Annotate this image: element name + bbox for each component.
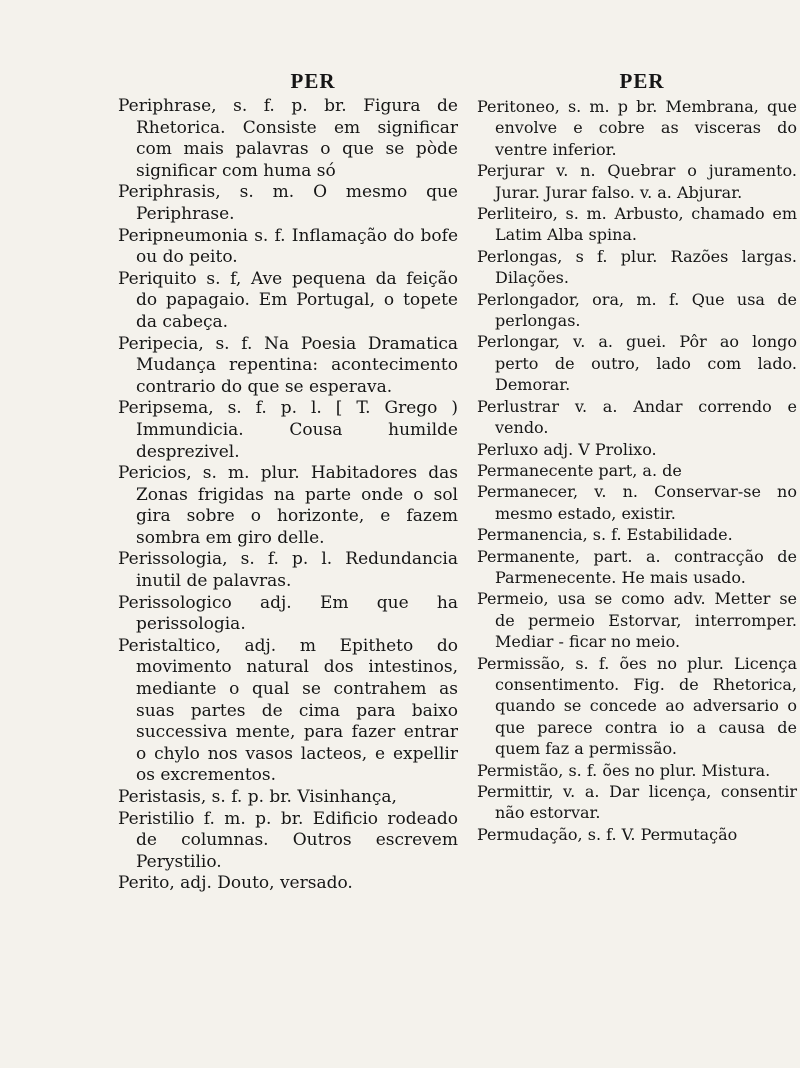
dictionary-entry: Peritoneo, s. m. p br. Membrana, que envolve e cobre as visceras do ventre inferior. <box>477 97 797 159</box>
dictionary-entry: Permissão, s. f. ões no plur. Licença consentimento. Fig. de Rhetorica, quando se concede ao adversario o que parece contra io a causa de quem faz a permissão. <box>477 653 797 759</box>
dictionary-entry: Periquito s. f, Ave pequena da feição do papagaio. Em Portugal, o topete da cabeça. <box>118 268 458 332</box>
right-column <box>477 66 797 845</box>
dictionary-entry: Permistão, s. f. ões no plur. Mistura. <box>477 760 771 780</box>
dictionary-entry: Peristilio f. m. p. br. Edificio rodeado de columnas. Outros escrevem Perystilio. <box>118 808 458 872</box>
dictionary-entry: Permeio, usa se como adv. Metter se de permeio Estorvar, interromper. Mediar - ficar no meio. <box>477 589 797 652</box>
dictionary-entry: Periphrasis, s. m. O mesmo que Periphrase. <box>118 182 458 224</box>
dictionary-entry: Perlongador, ora, m. f. Que usa de perlongas. <box>477 289 797 331</box>
dictionary-entry: Permanecente part, a. de <box>477 460 682 480</box>
dictionary-entry: Peripecia, s. f. Na Poesia Dramatica Mudança repentina: acontecimento contrario do que se esperava. <box>118 333 458 397</box>
dictionary-entry: Perjurar v. n. Quebrar o juramento. Jurar. Jurar falso. v. a. Abjurar. <box>477 161 797 202</box>
dictionary-entry: Periphrase, s. f. p. br. Figura de Rhetorica. Consiste em significar com mais palavras o que se pòde significar com huma só <box>118 96 458 181</box>
dictionary-entry: Peripsema, s. f. p. l. [ T. Grego ) Immundicia. Cousa humilde desprezivel. <box>118 398 458 462</box>
dictionary-entry: Permittir, v. a. Dar licença, consentir não estorvar. <box>477 782 797 823</box>
left-running-head: PER <box>290 69 336 93</box>
right-running-head: PER <box>619 69 665 93</box>
dictionary-entry: Permanente, part. a. contracção de Parmenecente. He mais usado. <box>477 546 797 587</box>
dictionary-entry: Perlustrar v. a. Andar correndo e vendo. <box>477 396 797 438</box>
dictionary-entry: Peripneumonia s. f. Inflamação do bofe ou do peito. <box>118 225 458 268</box>
dictionary-entry: Perlongas, s f. plur. Razões largas. Dilações. <box>477 246 797 288</box>
dictionary-entry: Peristasis, s. f. p. br. Visinhança, <box>118 787 397 807</box>
dictionary-entry: Permudação, s. f. V. Permutação <box>477 824 738 844</box>
dictionary-entry: Perliteiro, s. m. Arbusto, chamado em Latim Alba spina. <box>477 204 797 245</box>
dictionary-entry: Perlongar, v. a. guei. Pôr ao longo perto de outro, lado com lado. Demorar. <box>477 332 797 395</box>
dictionary-entry: Permanecer, v. n. Conservar-se no mesmo estado, existir. <box>477 482 797 523</box>
dictionary-entry: Perissologico adj. Em que ha perissologia. <box>118 592 458 635</box>
dictionary-entry: Perissologia, s. f. p. l. Redundancia inutil de palavras. <box>118 549 458 592</box>
dictionary-entry: Pericios, s. m. plur. Habitadores das Zonas frigidas na parte onde o sol gira sobre o horizonte, e fazem sombra em giro delle. <box>118 463 458 548</box>
dictionary-entry: Perluxo adj. V Prolixo. <box>477 439 657 459</box>
dictionary-entry: Peristaltico, adj. m Epitheto do movimento natural dos intestinos, mediante o qual se contrahem as suas partes de cima para baixo successiva mente, para fazer entrar o chylo nos vasos lacteos, e expellir os excrementos. <box>118 635 458 786</box>
dictionary-entry: Perito, adj. Douto, versado. <box>118 873 353 894</box>
left-column <box>118 66 458 895</box>
dictionary-entry: Permanencia, s. f. Estabilidade. <box>477 525 733 545</box>
